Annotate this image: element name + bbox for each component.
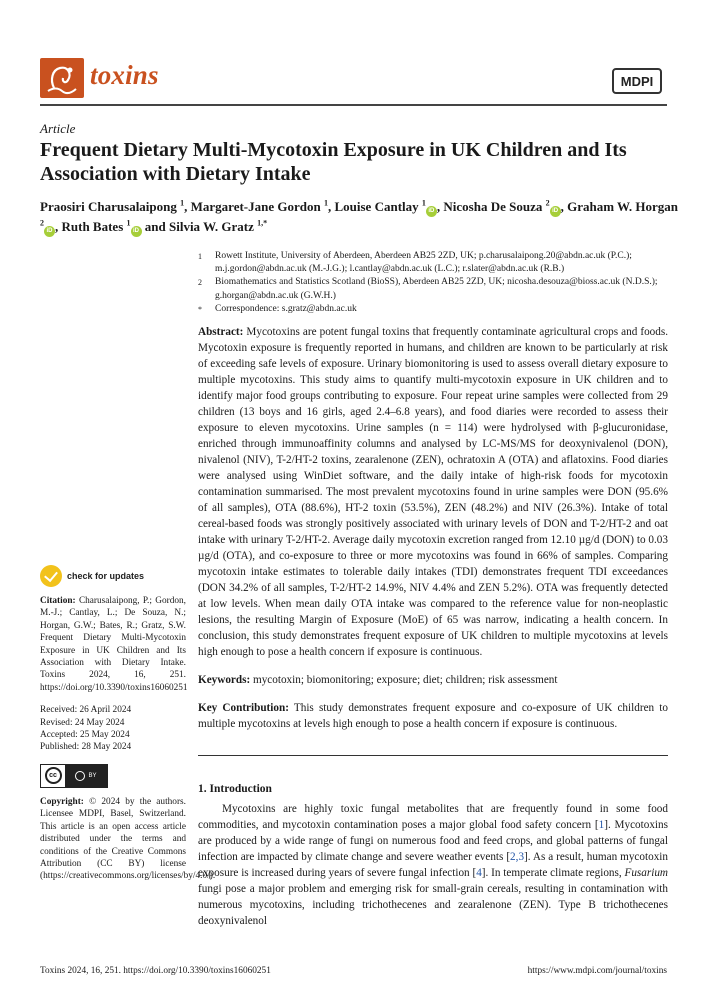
affiliation-item <box>198 250 668 276</box>
author-separator: , <box>55 219 62 234</box>
affiliation-item <box>198 303 668 316</box>
author-affiliation-mark: 1 <box>323 198 328 208</box>
copyright-block <box>40 796 216 883</box>
section-heading-introduction: 1. Introduction <box>198 783 272 795</box>
intro-text-3: ]. As a result, human mycotoxin exposure is increased during years of severe fungal infection [ <box>198 851 668 879</box>
attribution-person-icon <box>75 771 85 781</box>
affiliation-mark: 2 <box>198 278 202 288</box>
author-separator: , <box>436 199 444 214</box>
abstract-label: Abstract: <box>198 326 244 338</box>
author-separator: , <box>327 199 335 214</box>
author-separator: , <box>184 199 191 214</box>
article-dates <box>40 704 186 754</box>
affiliation-text: Correspondence: s.gratz@abdn.ac.uk <box>215 303 357 314</box>
citation-text[interactable]: Charusalaipong, P.; Gordon, M.-J.; Cantlay, L.; De Souza, N.; Horgan, G.W.; Bates, R.; Gratz, S.W. Frequent Dietary Multi-Mycotoxin Exposure in UK Children and Its Association with Dietary Intake. Toxins 2024, 16, 251. https://doi.org/10.3390/toxins16060251 <box>40 596 188 693</box>
introduction-paragraph <box>198 801 668 929</box>
journal-name[interactable]: toxins <box>90 60 159 90</box>
keywords-text: mycotoxin; biomonitoring; exposure; diet; children; risk assessment <box>250 674 558 686</box>
author-name[interactable]: Silvia W. Gratz <box>168 219 254 234</box>
key-contribution-label: Key Contribution: <box>198 702 289 714</box>
citation-label: Citation: <box>40 596 76 606</box>
affiliation-item <box>198 276 668 302</box>
citation-block <box>40 595 186 694</box>
author-name[interactable]: Graham W. Horgan <box>567 199 678 214</box>
article-sidebar <box>40 565 216 893</box>
citation-link[interactable]: 1 <box>598 819 605 831</box>
author-name[interactable]: Ruth Bates <box>61 219 124 234</box>
check-updates-label: check for updates <box>67 571 145 581</box>
copyright-label: Copyright: <box>40 796 84 807</box>
orcid-icon[interactable]: iD <box>44 226 55 237</box>
genus-name: Fusarium <box>624 867 668 879</box>
intro-text-1: Mycotoxins are highly toxic fungal metabolites that are frequently found in some food commodities, and mycotoxin contamination poses a major global food safety concern [ <box>198 803 668 831</box>
cc-mark: cc <box>45 767 62 784</box>
citation-link[interactable]: 4 <box>476 867 482 879</box>
author-affiliation-mark: 1,* <box>257 218 268 228</box>
author-affiliation-mark: 2 <box>40 218 44 228</box>
cc-by-label: BY <box>88 772 97 779</box>
keywords-label: Keywords: <box>198 674 251 686</box>
author-name[interactable]: Praosiri Charusalaipong <box>40 199 177 214</box>
keywords <box>198 672 668 688</box>
author-name[interactable]: Louise Cantlay <box>334 199 419 214</box>
journal-logo-icon <box>40 58 84 98</box>
header-divider <box>40 104 667 106</box>
footer-journal-link[interactable]: https://www.mdpi.com/journal/toxins <box>527 966 667 976</box>
affiliations <box>198 250 668 316</box>
published-date: Published: 28 May 2024 <box>40 742 132 753</box>
copyright-text: © 2024 by the authors. Licensee MDPI, Basel, Switzerland. This article is an open access article distributed under the terms and conditions of the Creative Commons Attribution (CC BY) license (https://creativecommons.org/licenses/by/4.0/). <box>40 796 216 882</box>
key-contribution <box>198 700 668 732</box>
author-affiliation-mark: 2 <box>545 198 550 208</box>
intro-text-4: ]. In temperate climate regions, <box>481 867 625 879</box>
affiliation-mark: * <box>198 304 202 314</box>
article-type: Article <box>40 121 76 136</box>
author-separator: , <box>560 199 568 214</box>
accepted-date: Accepted: 25 May 2024 <box>40 730 130 741</box>
citation-link[interactable]: 2,3 <box>510 851 525 863</box>
author-affiliation-mark: 1 <box>126 218 131 228</box>
author-name[interactable]: Margaret-Jane Gordon <box>190 199 321 214</box>
affiliation-text: Biomathematics and Statistics Scotland (BioSS), Aberdeen AB25 2ZD, UK; nicosha.desouza@bioss.ac.uk (N.D.S.); g.horgan@abdn.ac.uk (G.W.H.) <box>215 277 658 301</box>
author-list <box>40 197 680 237</box>
author-separator: and <box>141 219 169 234</box>
revised-date: Revised: 24 May 2024 <box>40 717 125 728</box>
intro-text-5: fungi pose a major problem and emerging risk for small-grain cereals, resulting in contamination with numerous mycotoxins, including trichothecenes and zearalenone (ZEN). Type B trichothecenes deoxynivalenol <box>198 883 668 927</box>
abstract <box>198 324 668 660</box>
check-updates-icon <box>40 565 62 587</box>
page-title: Frequent Dietary Multi-Mycotoxin Exposure in UK Children and Its Association with Dietary Intake <box>40 139 627 185</box>
page-footer <box>40 966 667 976</box>
key-contribution-text: This study demonstrates frequent exposure and co-exposure of UK children to multiple mycotoxins at levels high enough to pose a health concern if exposure is continuous. <box>198 702 668 730</box>
publisher-logo[interactable]: MDPI <box>612 68 662 94</box>
orcid-icon[interactable]: iD <box>550 206 561 217</box>
footer-citation[interactable]: Toxins 2024, 16, 251. https://doi.org/10.3390/toxins16060251 <box>40 966 271 976</box>
section-divider <box>198 755 668 756</box>
affiliation-mark: 1 <box>198 252 202 261</box>
orcid-icon[interactable]: iD <box>426 206 437 217</box>
intro-text-2: ]. Mycotoxins are produced by a wide range of fungi on numerous food and feed crops, and global patterns of fungal infection are impacted by climate change and severe weather events [ <box>198 819 668 863</box>
author-affiliation-mark: 1 <box>180 198 185 208</box>
abstract-section <box>198 324 668 732</box>
author-name[interactable]: Nicosha De Souza <box>443 199 543 214</box>
author-affiliation-mark: 1 <box>421 198 426 208</box>
cc-by-license-icon[interactable] <box>40 764 108 788</box>
received-date: Received: 26 April 2024 <box>40 705 132 716</box>
check-updates-button[interactable] <box>40 565 186 587</box>
orcid-icon[interactable]: iD <box>131 226 142 237</box>
affiliation-text: Rowett Institute, University of Aberdeen, Aberdeen AB25 2ZD, UK; p.charusalaipong.20@abdn.ac.uk (P.C.); m.j.gordon@abdn.ac.uk (M.-J.G.); l.cantlay@abdn.ac.uk (L.C.); r.slater@abdn.ac.uk (R.B.) <box>215 251 632 275</box>
abstract-text: Mycotoxins are potent fungal toxins that frequently contaminate agricultural crops and foods. Mycotoxin exposure is frequently reported in humans, and children are known to be particularly at risk of exceeding safe levels of exposure. Urinary biomonitoring is used to assess overall dietary exposure to multiple mycotoxins. This study aims to quantify multi-mycotoxin exposure in UK children and to identify major food groups contributing to exposure. Four repeat urine samples were collected from 29 children (13 boys and 16 girls, aged 2.4–6.8 years), and food diaries were recorded to assess their exposure to eleven mycotoxins. Urine samples (n = 114) were hydrolysed with β-glucuronidase, enriched through immunoaffinity columns and analysed by LC-MS/MS for deoxynivalenol (DON), nivalenol (NIV), T-2/HT-2 toxins, zearalenone (ZEN), ochratoxin A (OTA) and aflatoxins. Food diaries were analysed using WinDiet software, and the daily intake of high-risk foods for mycotoxin contamination summarised. The most prevalent mycotoxins found in urine samples were DON (95.6% of all samples), OTA (88.6%), HT-2 toxin (53.5%), ZEN (48.2%) and NIV (26.3%). Intake of total cereal-based foods was strongly positively associated with urinary levels of DON and T-2/HT-2 and oat intake with urinary T-2/HT-2. Average daily mycotoxin excretion ranged from 12.10 µg/d (DON) to 0.03 µg/d (OTA), and co-exposure to three or more mycotoxins was found in 66% of samples. Comparing mycotoxin intake estimates to tolerable daily intakes (TDI) demonstrates frequent TDI exceedances (DON 34.2% of all samples, T-2/HT-2 14.9%, NIV 4.4% and ZEN 5.2%). OTA was frequently detected at low levels. When mean daily OTA intake was compared to the reference value for non-neoplastic lesions, the resulting Margin of Exposure (MoE) of 65 was narrow, indicating a health concern. In conclusion, this study demonstrates frequent exposure of UK children to multiple mycotoxins at levels high enough to pose a health concern if exposure is continuous. <box>198 326 668 658</box>
